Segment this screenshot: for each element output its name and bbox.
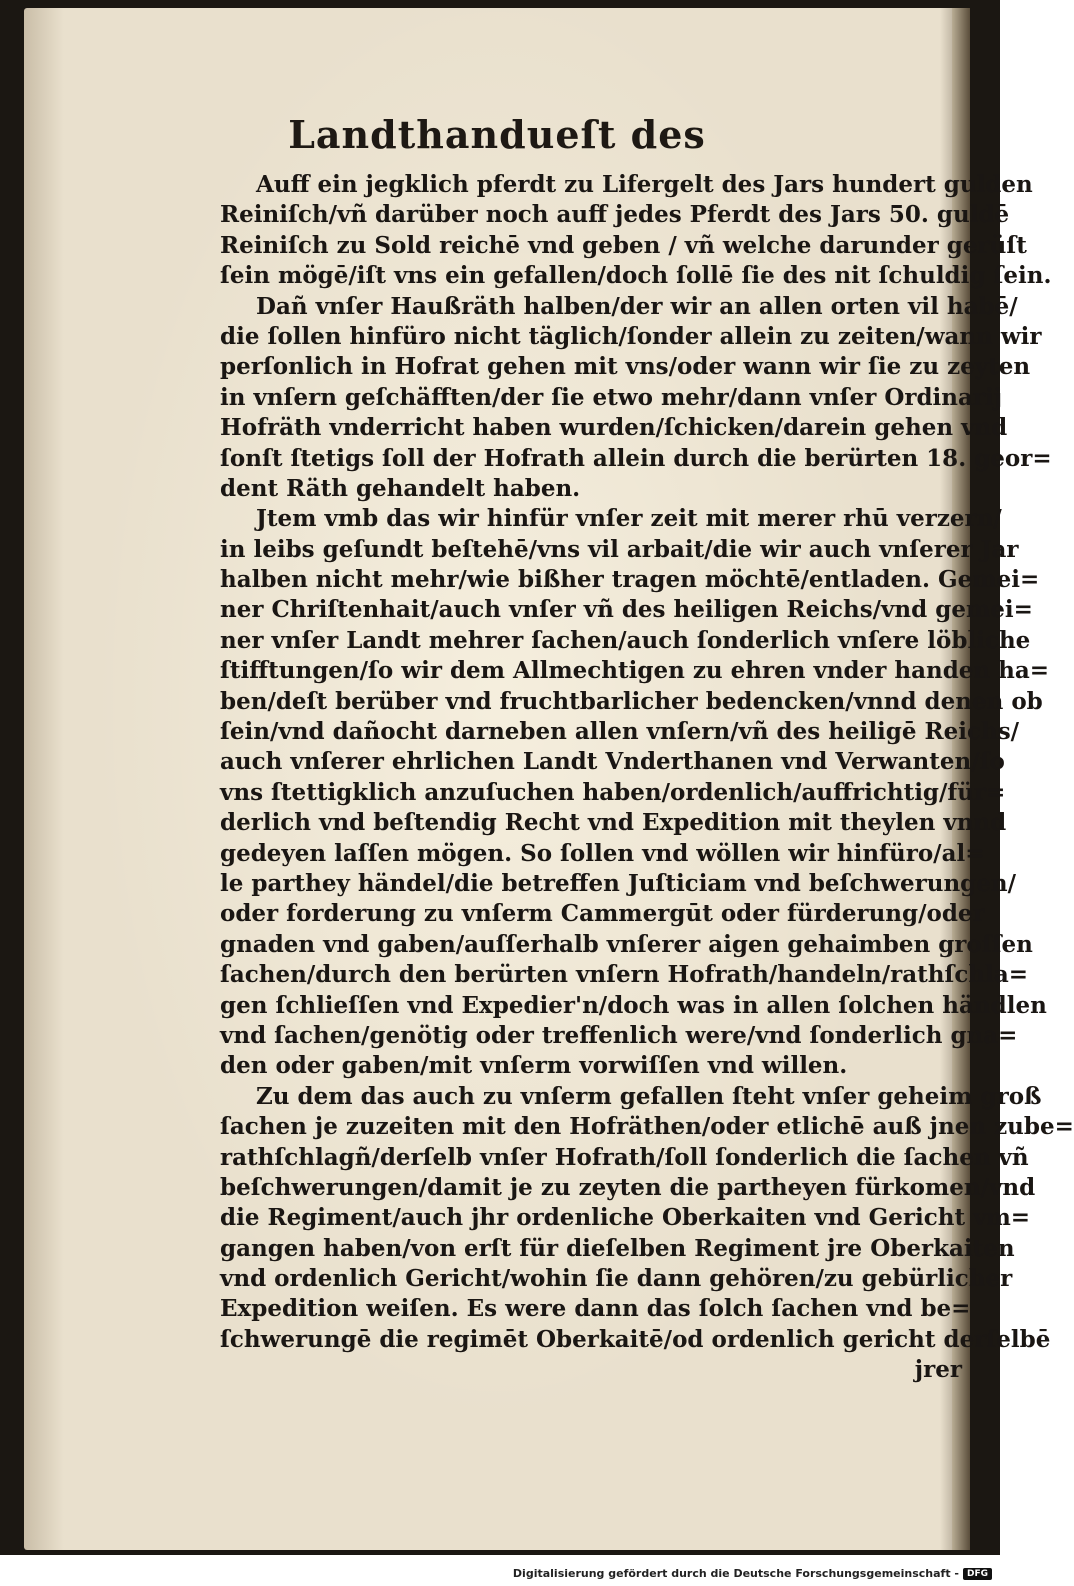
text-line: Hofräth vnderricht haben wurden/ſchicken/darein gehen vnd — [220, 414, 1008, 442]
text-line: Jtem vmb das wir hinfür vnſer zeit mit merer rhū verzern/ — [256, 505, 1002, 533]
text-block — [220, 170, 1074, 1386]
text-line: rathſchlagñ/derſelb vnſer Hofrath/ſoll ſonderlich die ſachen vñ — [220, 1143, 1029, 1171]
text-line: halben nicht mehr/wie bißher tragen möchtē/entladen. Gemei= — [220, 566, 1040, 594]
text-line: perſonlich in Hofrat gehen mit vns/oder wann wir ſie zu zeyten — [220, 353, 1031, 381]
text-line: ſtifftungen/ſo wir dem Allmechtigen zu ehren vnder handen ha= — [220, 657, 1050, 685]
credit-text: Digitalisierung gefördert durch die Deutsche Forschungsgemeinschaft - — [512, 1567, 959, 1580]
text-line: gen ſchlieſſen vnd Expedier'n/doch was in allen ſolchen händlen — [220, 991, 1047, 1019]
text-line: die ſollen hinfüro nicht täglich/ſonder allein zu zeiten/wann wir — [220, 322, 1042, 350]
text-line: oder forderung zu vnſerm Cammergūt oder fürderung/oder — [220, 900, 985, 928]
text-line: gedeyen laſſen mögen. So ſollen vnd wöllen wir hinfüro/al= — [220, 839, 985, 867]
text-line: ner Chriſtenhait/auch vnſer vñ des heiligen Reichs/vnd gemei= — [220, 596, 1033, 624]
text-line: dent Räth gehandelt haben. — [220, 474, 581, 502]
book-page — [24, 8, 1074, 1550]
text-line: ſein/vnd dañocht darneben allen vnſern/vñ des heiligē Reichs/ — [220, 718, 1020, 746]
text-line: Zu dem das auch zu vnſerm gefallen ſteht vnſer geheim groß — [256, 1082, 1042, 1110]
running-head: Landthandueſt des — [288, 112, 706, 157]
text-line: Reiniſch/vñ darüber noch auff jedes Pferdt des Jars 50. guldē — [220, 201, 1010, 229]
text-line: beſchwerungen/damit je zu zeyten die partheyen fürkomen/vnd — [220, 1173, 1036, 1201]
text-line: in vnſern geſchäfften/der ſie etwo mehr/dann vnſer Ordinarij — [220, 383, 1003, 411]
text-line: ſachen je zuzeiten mit den Hofräthen/oder etlichē auß jnen zube= — [220, 1113, 1074, 1141]
text-line: ſachen/durch den berürten vnſern Hofrath/handeln/rathſchla= — [220, 961, 1029, 989]
text-line: Reiniſch zu Sold reichē vnd geben / vñ welche darunder gerüſt — [220, 231, 1027, 259]
text-line: ſonſt ſtetigs ſoll der Hofrath allein durch die berürten 18. geor= — [220, 444, 1052, 472]
text-line: Expedition weiſen. Es were dann das ſolch ſachen vnd be= — [220, 1295, 971, 1323]
text-line: ſchwerungē die regimēt Oberkaitē/od ordenlich gericht derſelbē — [220, 1325, 1051, 1353]
text-line: gangen haben/von erſt für dieſelben Regiment jre Oberkaiten — [220, 1234, 1015, 1262]
dfg-logo: DFG — [963, 1568, 992, 1580]
text-line: vns ſtettigklich anzuſuchen haben/ordenlich/auffrichtig/für= — [220, 778, 1006, 806]
text-line: ſein mögē/iſt vns ein gefallen/doch ſollē ſie des nit ſchuldig ſein. — [220, 262, 1052, 290]
text-line: jrer — [914, 1356, 962, 1384]
text-line: vnd ordenlich Gericht/wohin ſie dann gehören/zu gebürlicher — [220, 1265, 1013, 1293]
text-line: ben/deſt berüber vnd fruchtbarlicher bedencken/vnnd denen ob — [220, 687, 1043, 715]
text-line: Auff ein jegklich pferdt zu Lifergelt des Jars hundert gulden — [256, 171, 1033, 198]
text-line: gnaden vnd gaben/auſſerhalb vnſerer aigen gehaimben groſſen — [220, 930, 1033, 958]
text-line: Dañ vnſer Haußräth halben/der wir an allen orten vil habē/ — [256, 292, 1018, 320]
text-line: vnd ſachen/genötig oder treffenlich were/vnd ſonderlich gna= — [220, 1021, 1018, 1049]
text-line: in leibs geſundt beſtehē/vns vil arbait/die wir auch vnſerer Jar — [220, 535, 1019, 563]
digitization-credit — [513, 1567, 992, 1580]
text-line: die Regiment/auch jhr ordenliche Oberkaiten vnd Gericht vm= — [220, 1204, 1031, 1232]
text-line: den oder gaben/mit vnſerm vorwiſſen vnd willen. — [220, 1052, 848, 1080]
text-line: auch vnſerer ehrlichen Landt Vnderthanen vnd Verwanten/ſo — [220, 748, 1005, 776]
text-line: derlich vnd beſtendig Recht vnd Expedition mit theylen vnnd — [220, 809, 1007, 837]
text-line: le parthey händel/die betreffen Juſticiam vnd beſchwerungen/ — [220, 869, 1017, 897]
text-line: ner vnſer Landt mehrer ſachen/auch ſonderlich vnſere löbliche — [220, 626, 1031, 654]
